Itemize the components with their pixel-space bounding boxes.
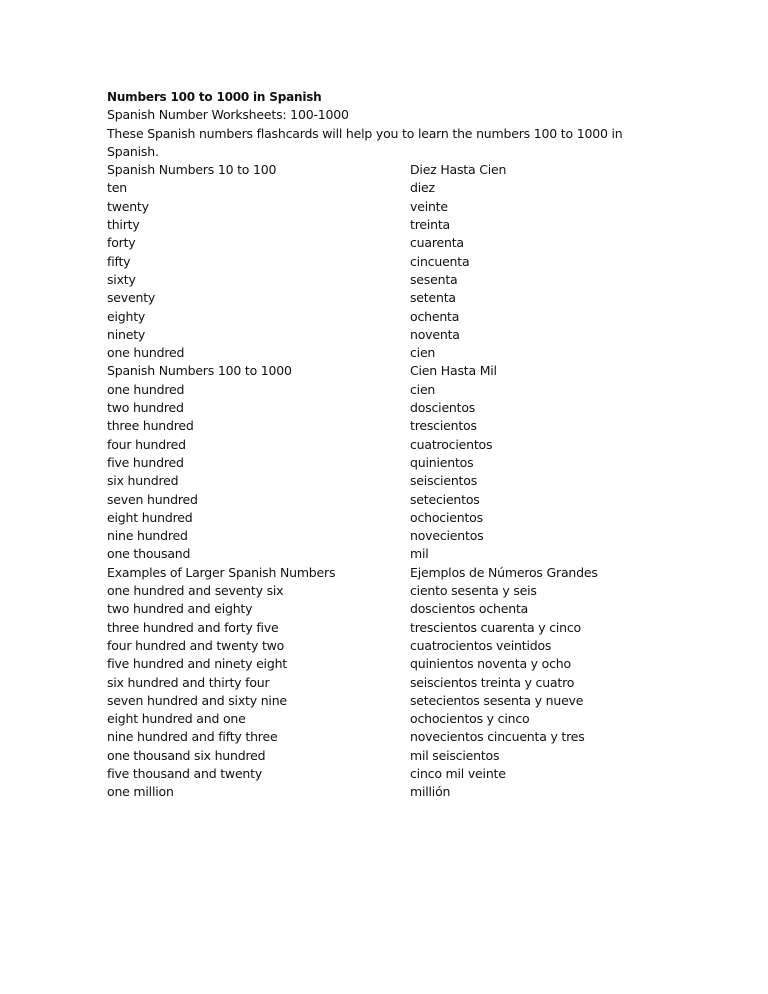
english-term: forty bbox=[107, 235, 136, 251]
spanish-term: setenta bbox=[410, 290, 456, 306]
spanish-term: noventa bbox=[410, 326, 460, 342]
vocabulary-row bbox=[107, 234, 667, 252]
spanish-term: setecientos bbox=[410, 491, 480, 507]
english-term: four hundred bbox=[107, 436, 186, 452]
spanish-term: quinientos noventa y ocho bbox=[410, 656, 571, 672]
vocabulary-row bbox=[107, 454, 667, 472]
english-term: nine hundred bbox=[107, 528, 188, 544]
english-term: seven hundred and sixty nine bbox=[107, 692, 287, 708]
section-heading-row bbox=[107, 362, 667, 380]
vocabulary-row bbox=[107, 655, 667, 673]
spanish-term: ciento sesenta y seis bbox=[410, 583, 537, 599]
english-term: two hundred and eighty bbox=[107, 601, 253, 617]
document-content bbox=[107, 88, 667, 802]
english-term: five thousand and twenty bbox=[107, 765, 263, 781]
vocabulary-row bbox=[107, 692, 667, 710]
english-term: five hundred and ninety eight bbox=[107, 656, 287, 672]
vocabulary-row bbox=[107, 308, 667, 326]
vocabulary-sections bbox=[107, 161, 667, 801]
vocabulary-row bbox=[107, 179, 667, 197]
spanish-term: ochocientos y cinco bbox=[410, 711, 530, 727]
vocabulary-row bbox=[107, 289, 667, 307]
english-term: three hundred bbox=[107, 418, 194, 434]
vocabulary-row bbox=[107, 509, 667, 527]
spanish-term: doscientos bbox=[410, 400, 476, 416]
vocabulary-row bbox=[107, 417, 667, 435]
vocabulary-row bbox=[107, 582, 667, 600]
vocabulary-row bbox=[107, 216, 667, 234]
section-heading-spanish: Ejemplos de Números Grandes bbox=[410, 564, 598, 580]
english-term: two hundred bbox=[107, 400, 184, 416]
english-term: eight hundred bbox=[107, 509, 193, 525]
document-title: Numbers 100 to 1000 in Spanish bbox=[107, 90, 322, 104]
spanish-term: mil bbox=[410, 546, 429, 562]
english-term: twenty bbox=[107, 198, 149, 214]
section-heading-row bbox=[107, 564, 667, 582]
section-heading-english: Spanish Numbers 10 to 100 bbox=[107, 162, 277, 178]
vocabulary-row bbox=[107, 545, 667, 563]
vocabulary-row bbox=[107, 728, 667, 746]
spanish-term: doscientos ochenta bbox=[410, 601, 529, 617]
document-intro: These Spanish numbers flashcards will help you to learn the numbers 100 to 1000 in Spanish. bbox=[107, 125, 623, 159]
spanish-term: cuatrocientos bbox=[410, 436, 493, 452]
vocabulary-row bbox=[107, 619, 667, 637]
section-heading-row bbox=[107, 161, 667, 179]
english-term: six hundred and thirty four bbox=[107, 674, 270, 690]
spanish-term: diez bbox=[410, 180, 435, 196]
english-term: one hundred bbox=[107, 381, 185, 397]
english-term: fifty bbox=[107, 253, 131, 269]
spanish-term: cien bbox=[410, 345, 436, 361]
spanish-term: treinta bbox=[410, 217, 451, 233]
vocabulary-row bbox=[107, 527, 667, 545]
english-term: four hundred and twenty two bbox=[107, 637, 285, 653]
english-term: ninety bbox=[107, 326, 146, 342]
vocabulary-row bbox=[107, 674, 667, 692]
english-term: nine hundred and fifty three bbox=[107, 729, 278, 745]
english-term: one million bbox=[107, 784, 174, 800]
document-subtitle: Spanish Number Worksheets: 100-1000 bbox=[107, 107, 349, 123]
section-heading-english: Spanish Numbers 100 to 1000 bbox=[107, 363, 292, 379]
english-term: sixty bbox=[107, 271, 136, 287]
spanish-term: trescientos cuarenta y cinco bbox=[410, 619, 581, 635]
english-term: seven hundred bbox=[107, 491, 198, 507]
section-heading-english: Examples of Larger Spanish Numbers bbox=[107, 564, 336, 580]
spanish-term: veinte bbox=[410, 198, 448, 214]
spanish-term: trescientos bbox=[410, 418, 477, 434]
vocabulary-row bbox=[107, 326, 667, 344]
english-term: one thousand six hundred bbox=[107, 747, 266, 763]
section-heading-spanish: Diez Hasta Cien bbox=[410, 162, 507, 178]
spanish-term: setecientos sesenta y nueve bbox=[410, 692, 584, 708]
spanish-term: cien bbox=[410, 381, 436, 397]
vocabulary-row bbox=[107, 271, 667, 289]
english-term: one hundred and seventy six bbox=[107, 583, 284, 599]
spanish-term: ochenta bbox=[410, 308, 460, 324]
section-heading-spanish: Cien Hasta Mil bbox=[410, 363, 497, 379]
vocabulary-row bbox=[107, 399, 667, 417]
english-term: ten bbox=[107, 180, 127, 196]
vocabulary-row bbox=[107, 253, 667, 271]
english-term: thirty bbox=[107, 217, 140, 233]
spanish-term: cuatrocientos veintidos bbox=[410, 637, 552, 653]
spanish-term: cuarenta bbox=[410, 235, 464, 251]
vocabulary-row bbox=[107, 765, 667, 783]
vocabulary-row bbox=[107, 344, 667, 362]
vocabulary-row bbox=[107, 600, 667, 618]
spanish-term: ochocientos bbox=[410, 509, 483, 525]
vocabulary-row bbox=[107, 637, 667, 655]
spanish-term: seiscientos treinta y cuatro bbox=[410, 674, 575, 690]
english-term: five hundred bbox=[107, 454, 184, 470]
english-term: three hundred and forty five bbox=[107, 619, 279, 635]
english-term: eighty bbox=[107, 308, 146, 324]
spanish-term: novecientos bbox=[410, 528, 484, 544]
english-term: eight hundred and one bbox=[107, 711, 246, 727]
vocabulary-row bbox=[107, 747, 667, 765]
spanish-term: mil seiscientos bbox=[410, 747, 500, 763]
spanish-term: quinientos bbox=[410, 454, 474, 470]
spanish-term: cinco mil veinte bbox=[410, 765, 506, 781]
vocabulary-row bbox=[107, 381, 667, 399]
english-term: seventy bbox=[107, 290, 156, 306]
english-term: one hundred bbox=[107, 345, 185, 361]
spanish-term: novecientos cincuenta y tres bbox=[410, 729, 585, 745]
english-term: one thousand bbox=[107, 546, 191, 562]
spanish-term: sesenta bbox=[410, 271, 458, 287]
vocabulary-row bbox=[107, 436, 667, 454]
vocabulary-row bbox=[107, 783, 667, 801]
spanish-term: cincuenta bbox=[410, 253, 470, 269]
vocabulary-row bbox=[107, 472, 667, 490]
spanish-term: seiscientos bbox=[410, 473, 478, 489]
english-term: six hundred bbox=[107, 473, 179, 489]
vocabulary-row bbox=[107, 491, 667, 509]
vocabulary-row bbox=[107, 710, 667, 728]
spanish-term: millión bbox=[410, 784, 451, 800]
vocabulary-row bbox=[107, 198, 667, 216]
